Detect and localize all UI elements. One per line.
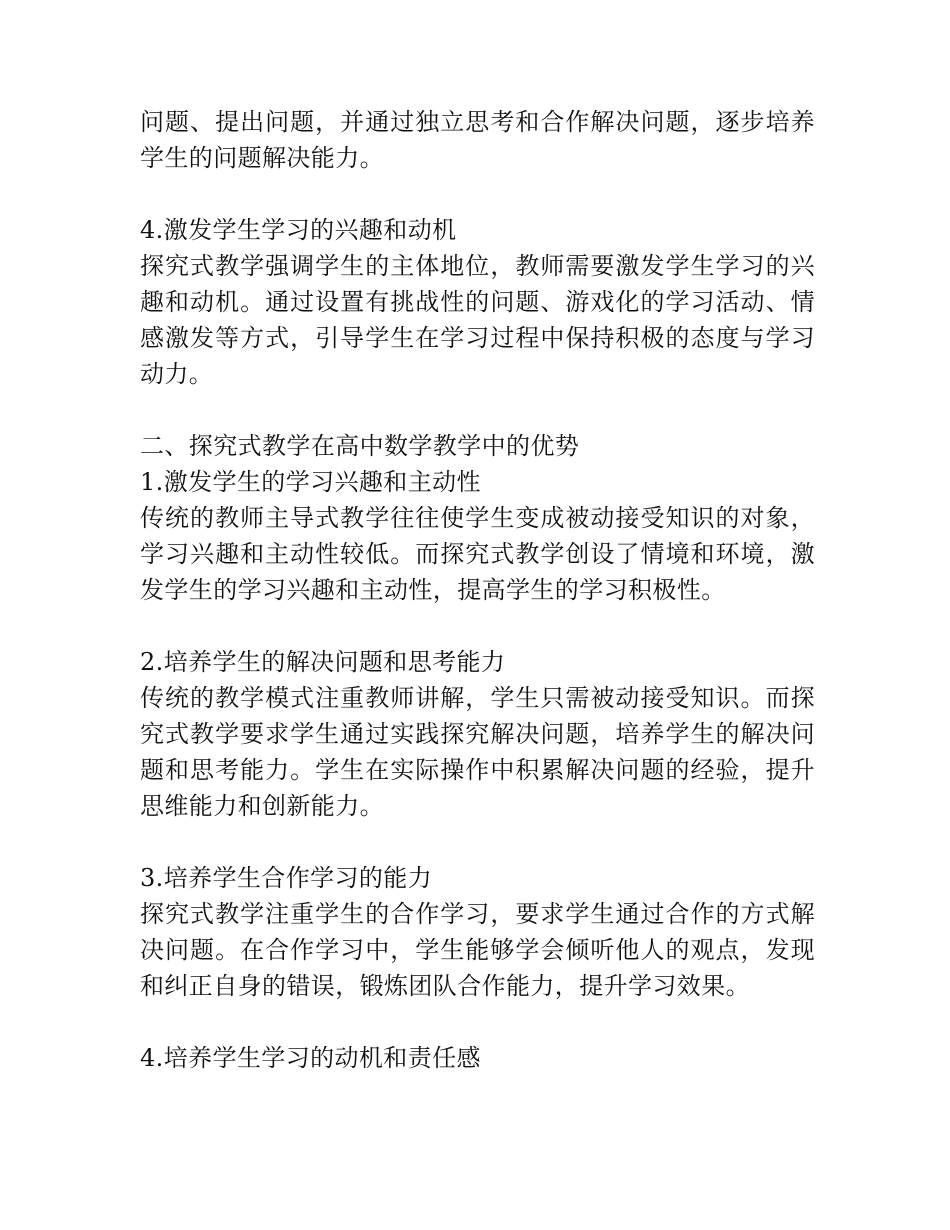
chapter-heading: 二、探究式教学在高中数学教学中的优势 [140,432,580,460]
section-heading: 1.激发学生的学习兴趣和主动性 [140,468,481,496]
paragraph-text: 探究式教学强调学生的主体地位，教师需要激发学生学习的兴趣和动机。通过设置有挑战性的问题、游戏化的学习活动、情感激发等方式，引导学生在学习过程中保持积极的态度与学习动力。 [140,252,815,388]
document-page [140,104,815,1076]
paragraph-text: 问题、提出问题，并通过独立思考和合作解决问题，逐步培养学生的问题解决能力。 [140,108,815,172]
paragraph-text: 探究式教学注重学生的合作学习，要求学生通过合作的方式解决问题。在合作学习中，学生能够学会倾听他人的观点，发现和纠正自身的错误，锻炼团队合作能力，提升学习效果。 [140,900,815,1000]
section-heading: 4.培养学生学习的动机和责任感 [140,1044,481,1072]
paragraph-text: 传统的教学模式注重教师讲解，学生只需被动接受知识。而探究式教学要求学生通过实践探究解决问题，培养学生的解决问题和思考能力。学生在实际操作中积累解决问题的经验，提升思维能力和创新能力。 [140,684,815,820]
section-advantages-interest [140,428,815,608]
section-responsibility [140,1040,815,1076]
section-heading: 3.培养学生合作学习的能力 [140,864,433,892]
section-motivation [140,212,815,392]
paragraph-text: 传统的教师主导式教学往往使学生变成被动接受知识的对象，学习兴趣和主动性较低。而探究式教学创设了情境和环境，激发学生的学习兴趣和主动性，提高学生的学习积极性。 [140,504,815,604]
section-heading: 4.激发学生学习的兴趣和动机 [140,216,457,244]
continued-paragraph [140,104,815,176]
section-problem-solving [140,644,815,824]
section-heading: 2.培养学生的解决问题和思考能力 [140,648,506,676]
section-cooperation [140,860,815,1004]
